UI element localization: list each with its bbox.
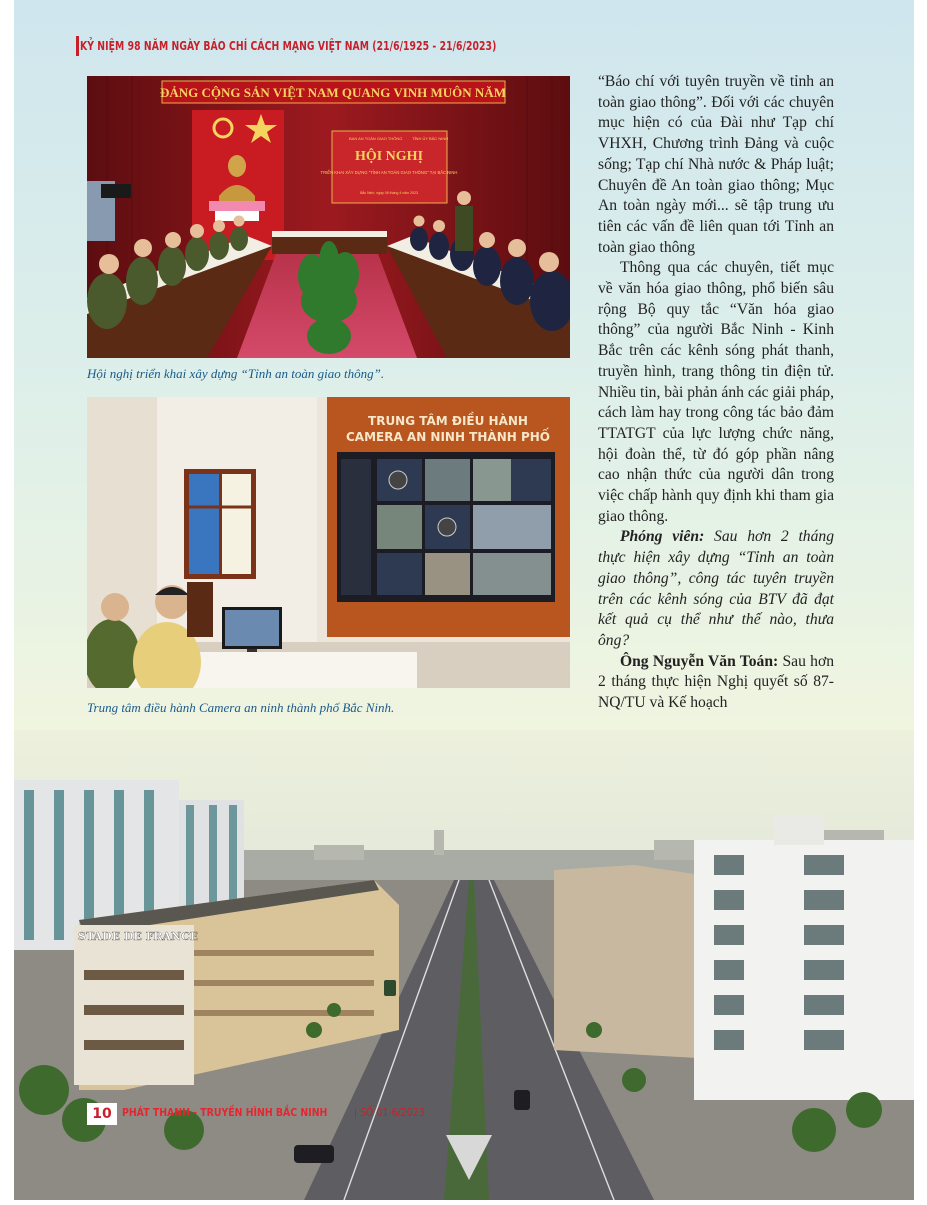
aerial-city-photo (14, 730, 914, 1200)
center-sign-line1: TRUNG TÂM ĐIỀU HÀNH (368, 414, 528, 428)
board-title: HỘI NGHỊ (354, 149, 424, 164)
board-org-right: TỈNH ỦY BẮC NINH (412, 136, 449, 141)
interview-question (598, 527, 834, 651)
running-header: KỶ NIỆM 98 NĂM NGÀY BÁO CHÍ CÁCH MẠNG VIỆT NAM (21/6/1925 - 21/6/2023) (80, 38, 497, 53)
building-sign: STADE DE FRANCE (78, 930, 199, 943)
answer-text: Sau hơn 2 tháng thực hiện Nghị quyết số 87-NQ/TU và Kế hoạch (598, 652, 834, 712)
header-accent-bar (76, 36, 79, 56)
issue-number: | SỐ 01-6/2023 (354, 1106, 425, 1119)
camera-center-scene (87, 397, 570, 688)
board-org-left: BAN AN TOÀN GIAO THÔNG (349, 136, 403, 141)
publication-name: PHÁT THANH - TRUYỀN HÌNH BẮC NINH (122, 1106, 328, 1119)
article-paragraph-2: Thông qua các chuyên, tiết mục về văn hóa giao thông, phổ biến sâu rộng Bộ quy tắc “Văn hóa giao thông” của người Bắc Ninh - Kinh Bắc trên các kênh sóng phát thanh, truyền hình, trang thông tin điện tử. Nhiều tin, bài phản ánh các giải pháp, cách làm hay trong công tác bảo đảm TTATGT của lực lượng chức năng, hội đoàn thể, từ đó góp phần nâng cao nhận thức của người dân trong việc chấp hành quy định khi tham gia giao thông. (598, 259, 834, 525)
question-label: Phóng viên: (620, 528, 705, 546)
page-number: 10 (87, 1103, 117, 1125)
aerial-city-scene (14, 730, 914, 1200)
question-text: Sau hơn 2 tháng thực hiện xây dựng “Tỉnh an toàn giao thông”, công tác tuyên truyền trên các kênh sóng của BTV đã đạt kết quả cụ thể như thế nào, thưa ông? (598, 528, 834, 649)
article-column (598, 72, 834, 714)
article-paragraph-1: “Báo chí với tuyên truyền về tỉnh an toàn giao thông”. Đối với các chuyên mục hiện có của Đài như Tạp chí VHXH, Chương trình Đảng và cuộc sống; Tạp chí Nhà nước & Pháp luật; Chuyên đề An toàn giao thông; Mục An toàn ngày mới... sẽ tập trung ưu tiên các vấn đề liên quan tới Tỉnh an toàn giao thông (598, 73, 834, 256)
camera-center-photo (87, 397, 570, 688)
conference-photo-scene (87, 76, 570, 358)
answer-label: Ông Nguyễn Văn Toán: (620, 652, 779, 670)
center-sign-line2: CAMERA AN NINH THÀNH PHỐ (345, 430, 551, 444)
board-date: Bắc Ninh, ngày 06 tháng 4 năm 2023 (360, 191, 418, 195)
conference-photo (87, 76, 570, 358)
conference-photo-caption: Hội nghị triển khai xây dựng “Tỉnh an toàn giao thông”. (87, 366, 385, 381)
board-subtitle: TRIỂN KHAI XÂY DỰNG "TỈNH AN TOÀN GIAO THÔNG" TẠI BẮC NINH (320, 170, 458, 175)
camera-center-photo-caption: Trung tâm điều hành Camera an ninh thành phố Bắc Ninh. (87, 700, 395, 715)
interview-answer (598, 652, 834, 714)
conference-banner: ĐẢNG CỘNG SẢN VIỆT NAM QUANG VINH MUÔN NĂM (160, 85, 506, 100)
